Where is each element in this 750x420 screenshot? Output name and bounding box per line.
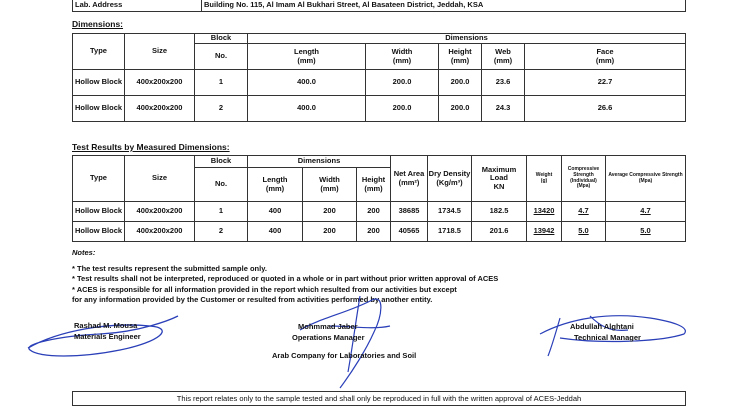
res-header-net-area: Net Area (mm²) (391, 156, 428, 202)
cell-comp-ind: 4.7 (562, 202, 606, 222)
cell-max-load: 201.6 (472, 222, 527, 242)
cell-type: Hollow Block (73, 96, 125, 122)
dim-header-width: Width (mm) (366, 44, 439, 70)
cell-face: 26.6 (525, 96, 686, 122)
cell-height: 200 (357, 222, 391, 242)
note-item: * Test results shall not be interpreted, reproduced or quoted in a whole or in part without prior written approval of ACES (72, 274, 499, 283)
company-name: Arab Company for Laboratories and Soil (272, 351, 417, 360)
results-title: Test Results by Measured Dimensions: (72, 142, 230, 152)
cell-face: 22.7 (525, 70, 686, 96)
note-item: * The test results represent the submitted sample only. (72, 263, 267, 273)
res-header-weight: Weight (g) (527, 156, 562, 202)
cell-dry-density: 1718.5 (428, 222, 472, 242)
cell-max-load: 182.5 (472, 202, 527, 222)
res-header-comp-avg: Average Compressive Strength (Mpa) (606, 156, 686, 202)
cell-no: 2 (195, 222, 248, 242)
cell-height: 200.0 (439, 96, 482, 122)
cell-length: 400 (248, 222, 303, 242)
cell-type: Hollow Block (73, 70, 125, 96)
cell-size: 400x200x200 (125, 202, 195, 222)
cell-comp-avg: 4.7 (606, 202, 686, 222)
signer-left-name: Rashad M. Mousa (74, 321, 138, 330)
cell-size: 400x200x200 (125, 70, 195, 96)
dim-header-length: Length (mm) (248, 44, 366, 70)
cell-height: 200.0 (439, 70, 482, 96)
dim-header-block: Block (195, 34, 248, 44)
note-item: * ACES is responsible for all information provided in the report which resulted from our activities but except (72, 284, 457, 294)
res-header-max-load: Maximum Load KN (472, 156, 527, 202)
dim-header-type: Type (73, 34, 125, 70)
res-header-length: Length (mm) (248, 168, 303, 202)
cell-comp-ind: 5.0 (562, 222, 606, 242)
dim-header-no: No. (195, 44, 248, 70)
res-header-height: Height (mm) (357, 168, 391, 202)
res-header-type: Type (73, 156, 125, 202)
dimensions-title: Dimensions: (72, 19, 124, 29)
cell-no: 2 (195, 96, 248, 122)
signer-right-role: Technical Manager (574, 333, 641, 342)
cell-size: 400x200x200 (125, 96, 195, 122)
cell-length: 400.0 (248, 70, 366, 96)
cell-net-area: 40565 (391, 222, 428, 242)
cell-no: 1 (195, 202, 248, 222)
res-header-size: Size (125, 156, 195, 202)
dim-header-face: Face (mm) (525, 44, 686, 70)
footer-disclaimer: This report relates only to the sample tested and shall only be reproduced in full with the written approval of ACES-Jeddah (72, 391, 686, 406)
res-header-dry-density: Dry Density (Kg/m³) (428, 156, 472, 202)
res-header-dimensions: Dimensions (248, 156, 391, 168)
res-header-block: Block (195, 156, 248, 168)
res-header-width: Width (mm) (303, 168, 357, 202)
cell-length: 400 (248, 202, 303, 222)
signer-left-role: Materials Engineer (74, 332, 141, 341)
cell-web: 23.6 (482, 70, 525, 96)
cell-width: 200.0 (366, 96, 439, 122)
notes-title: Notes: (72, 248, 96, 257)
dim-header-size: Size (125, 34, 195, 70)
dim-header-dimensions: Dimensions (248, 34, 686, 44)
cell-weight: 13942 (527, 222, 562, 242)
cell-weight: 13420 (527, 202, 562, 222)
cell-web: 24.3 (482, 96, 525, 122)
cell-length: 400.0 (248, 96, 366, 122)
cell-type: Hollow Block (73, 222, 125, 242)
cell-width: 200 (303, 202, 357, 222)
cell-dry-density: 1734.5 (428, 202, 472, 222)
cell-height: 200 (357, 202, 391, 222)
cell-net-area: 38685 (391, 202, 428, 222)
note-item: for any information provided by the Customer or resulted from activities performed by another entity. (72, 295, 433, 304)
cell-size: 400x200x200 (125, 222, 195, 242)
res-header-comp-ind: Compressive Strength (Individual) (Mpa) (562, 156, 606, 202)
signer-middle-role: Operations Manager (292, 333, 365, 342)
dim-header-web: Web (mm) (482, 44, 525, 70)
cell-width: 200 (303, 222, 357, 242)
dim-header-height: Height (mm) (439, 44, 482, 70)
lab-address-value: Building No. 115, Al Imam Al Bukhari Street, Al Basateen District, Jeddah, KSA (202, 0, 686, 12)
res-header-no: No. (195, 168, 248, 202)
cell-comp-avg: 5.0 (606, 222, 686, 242)
cell-width: 200.0 (366, 70, 439, 96)
cell-no: 1 (195, 70, 248, 96)
cell-type: Hollow Block (73, 202, 125, 222)
lab-address-label: Lab. Address (73, 0, 202, 12)
signer-middle-name: Mohmmad Jaber (298, 322, 358, 331)
signer-right-name: Abdullah Alghtani (570, 322, 634, 331)
